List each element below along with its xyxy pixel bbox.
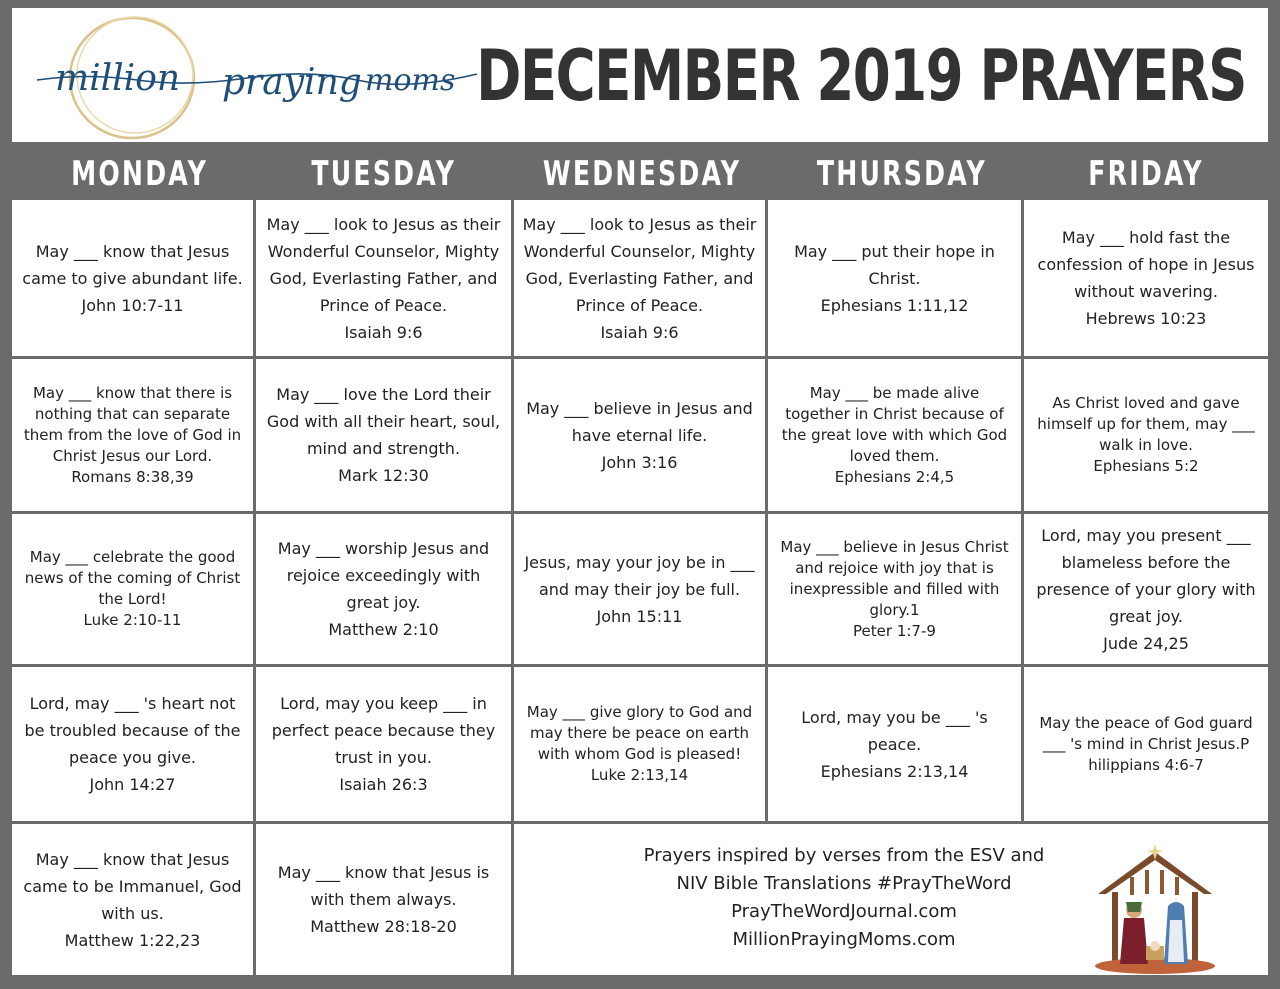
prayer-text: As Christ loved and gave himself up for them, may ___ walk in love. [1037, 394, 1255, 454]
prayer-text: May ___ know that Jesus came to give abundant life. [22, 241, 243, 288]
scripture-reference: Peter 1:7-9 [853, 621, 936, 640]
prayer-cell [1024, 514, 1268, 664]
prayer-cell [256, 359, 511, 511]
scripture-reference: hilippians 4:6-7 [1088, 755, 1204, 774]
scripture-reference: Isaiah 9:6 [344, 322, 423, 342]
scripture-reference: Matthew 28:18-20 [310, 917, 457, 936]
day-header-label: FRIDAY [1088, 154, 1204, 194]
prayer-text: May ___ hold fast the confession of hope in Jesus without wavering. [1037, 228, 1255, 301]
prayer-text: May ___ look to Jesus as their Wonderful Counselor, Mighty God, Everlasting Father, and Prince of Peace. [266, 214, 501, 315]
prayer-text: Lord, may you be ___ 's peace. [801, 707, 988, 754]
prayer-cell [514, 359, 765, 511]
prayer-cell [12, 667, 253, 821]
header [12, 8, 1268, 142]
scripture-reference: John 3:16 [601, 452, 678, 472]
scripture-reference: Ephesians 5:2 [1093, 457, 1199, 475]
day-header-label: THURSDAY [816, 154, 988, 194]
day-header-monday [10, 142, 270, 200]
weekday-header-row [0, 142, 1280, 200]
day-header-label: WEDNESDAY [542, 154, 742, 194]
prayer-text: May ___ look to Jesus as their Wonderful Counselor, Mighty God, Everlasting Father, and Prince of Peace. [522, 214, 757, 315]
footer-text [514, 842, 1174, 954]
prayer-cell [256, 514, 511, 664]
footer-note [514, 824, 1268, 975]
prayer-cell [12, 514, 253, 664]
prayer-cell [768, 200, 1021, 356]
prayer-cell [256, 200, 511, 356]
prayer-cell [514, 667, 765, 821]
prayer-text: Jesus, may your joy be in ___ and may their joy be full. [524, 552, 755, 599]
nativity-scene-icon [1090, 842, 1220, 974]
scripture-reference: Isaiah 9:6 [600, 322, 679, 342]
svg-text:praying: praying [222, 62, 362, 103]
day-header-friday [1016, 142, 1276, 200]
scripture-reference: John 10:7-11 [81, 295, 184, 315]
scripture-reference: Ephesians 2:4,5 [834, 467, 955, 486]
prayer-cell [1024, 200, 1268, 356]
prayer-text: May ___ know that there is nothing that can separate them from the love of God in Christ Jesus our Lord. [23, 383, 242, 465]
svg-text:million: million [55, 58, 181, 99]
footer-line: NIV Bible Translations #PrayTheWord [676, 873, 1012, 894]
page-title: DECEMBER 2019 PRAYERS [476, 35, 1246, 117]
svg-text:moms: moms [365, 63, 456, 98]
scripture-reference: Matthew 1:22,23 [64, 930, 201, 950]
prayer-text: May ___ know that Jesus is with them always. [277, 863, 490, 909]
footer-link: PrayTheWordJournal.com [731, 901, 957, 922]
footer-link: MillionPrayingMoms.com [732, 929, 956, 950]
prayer-cell [768, 667, 1021, 821]
day-header-thursday [772, 142, 1032, 200]
prayer-text: May ___ give glory to God and may there be peace on earth with whom God is pleased! [526, 703, 753, 763]
scripture-reference: Ephesians 1:11,12 [820, 295, 969, 315]
scripture-reference: Hebrews 10:23 [1085, 309, 1207, 328]
scripture-reference: John 14:27 [89, 775, 176, 794]
scripture-reference: Matthew 2:10 [328, 620, 439, 639]
prayer-text: Lord, may you present ___ blameless before the presence of your glory with great joy. [1036, 525, 1256, 626]
prayer-text: May ___ believe in Jesus Christ and rejoice with joy that is inexpressible and filled with glory.1 [780, 537, 1009, 619]
prayer-cell [1024, 359, 1268, 511]
scripture-reference: Mark 12:30 [338, 466, 429, 485]
prayer-cell [256, 667, 511, 821]
day-header-tuesday [254, 142, 514, 200]
scripture-reference: Isaiah 26:3 [339, 775, 428, 794]
prayer-text: May ___ celebrate the good news of the coming of Christ the Lord! [24, 548, 241, 608]
scripture-reference: John 15:11 [596, 606, 683, 626]
prayer-text: May ___ believe in Jesus and have eternal life. [526, 398, 753, 445]
million-praying-moms-logo [27, 8, 497, 142]
prayer-text: Lord, may you keep ___ in perfect peace because they trust in you. [271, 694, 496, 767]
scripture-reference: Luke 2:13,14 [590, 766, 689, 784]
prayer-cell [12, 824, 253, 975]
day-header-label: TUESDAY [311, 154, 457, 194]
footer-line: Prayers inspired by verses from the ESV and [643, 845, 1045, 866]
prayer-text: May ___ know that Jesus came to be Immanuel, God with us. [23, 849, 242, 923]
prayer-text: May ___ be made alive together in Christ because of the great love with which God loved them. [781, 383, 1008, 465]
prayer-cell [256, 824, 511, 975]
prayer-cell [12, 200, 253, 356]
prayer-cell [768, 359, 1021, 511]
prayer-cell [12, 359, 253, 511]
day-header-label: MONDAY [71, 154, 209, 194]
day-header-wednesday [508, 142, 768, 200]
prayer-cell [1024, 667, 1268, 821]
prayer-cell [514, 514, 765, 664]
prayer-cell [514, 200, 765, 356]
prayer-text: May ___ love the Lord their God with all their heart, soul, mind and strength. [266, 385, 501, 458]
prayer-text: Lord, may ___ 's heart not be troubled because of the peace you give. [24, 694, 241, 767]
scripture-reference: Romans 8:38,39 [71, 467, 194, 486]
scripture-reference: Ephesians 2:13,14 [820, 761, 969, 781]
scripture-reference: Luke 2:10-11 [83, 611, 182, 629]
prayer-text: May ___ worship Jesus and rejoice exceedingly with great joy. [277, 539, 490, 612]
scripture-reference: Jude 24,25 [1103, 633, 1189, 653]
prayer-cell [768, 514, 1021, 664]
prayer-text: May ___ put their hope in Christ. [794, 241, 995, 288]
prayer-text: May the peace of God guard ___ 's mind in Christ Jesus.P [1039, 713, 1253, 753]
